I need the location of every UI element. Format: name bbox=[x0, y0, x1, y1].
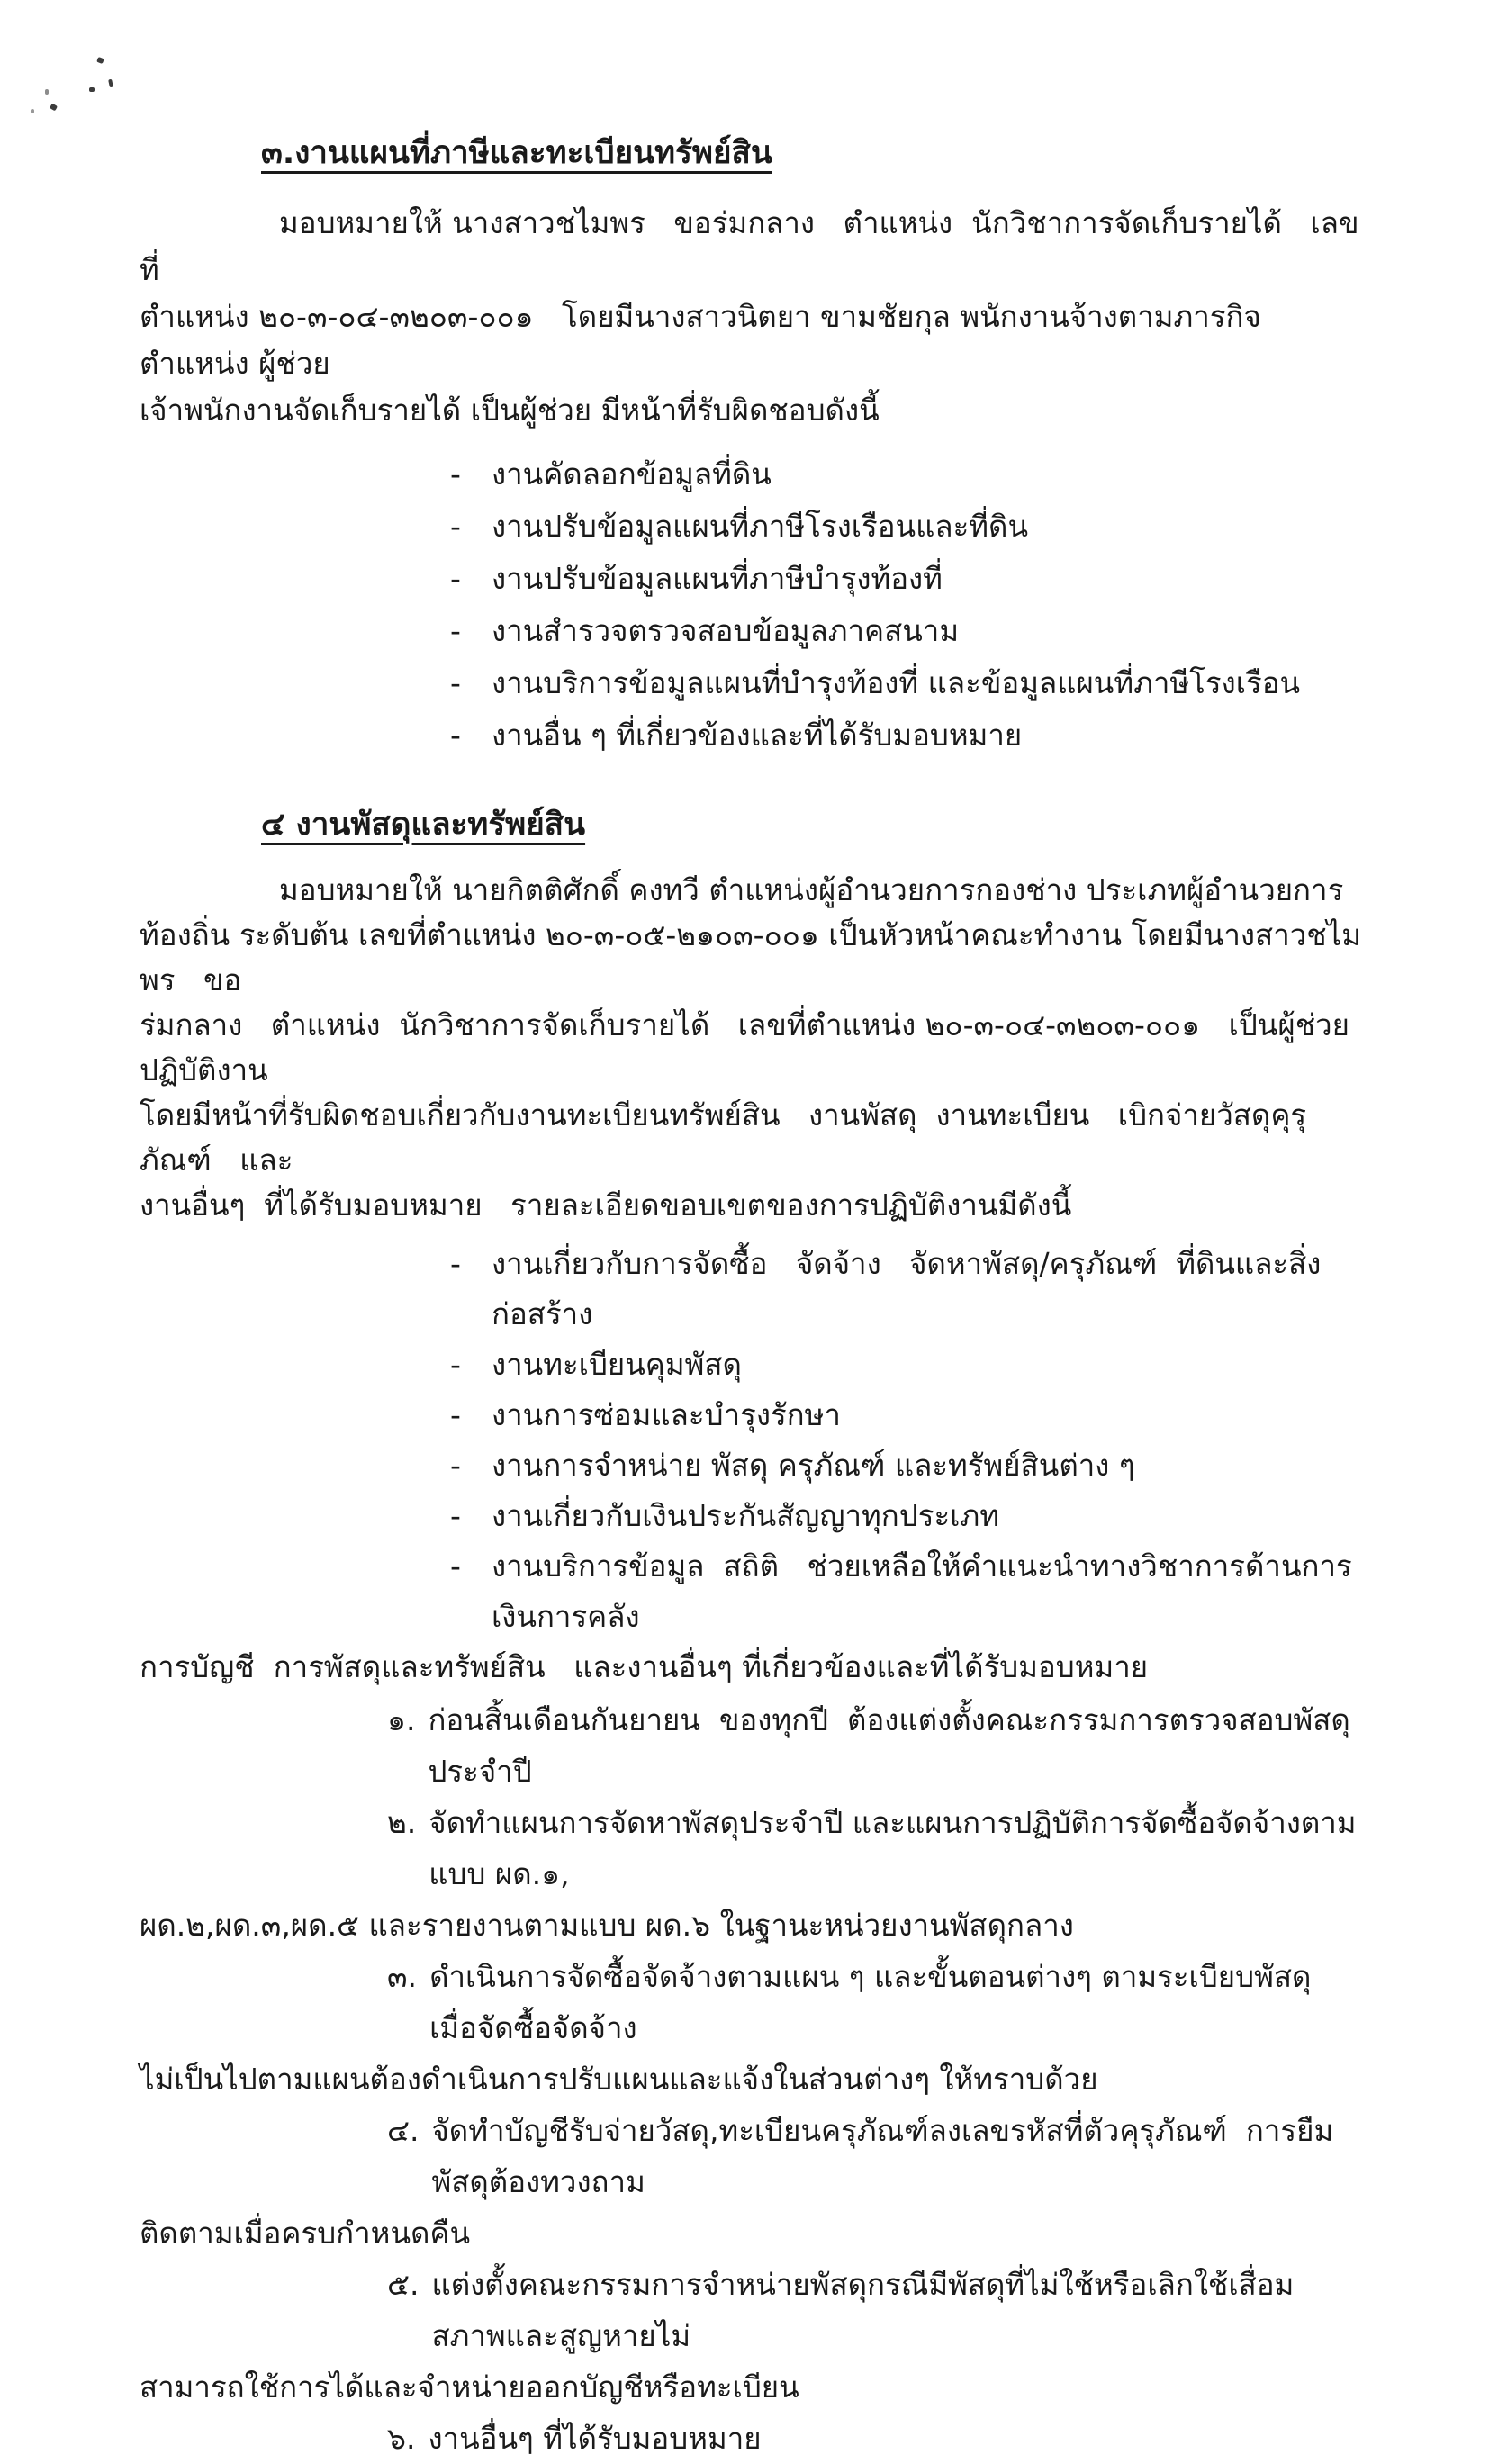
duty-text: งานอื่น ๆ ที่เกี่ยวข้องและที่ได้รับมอบหมาย bbox=[492, 718, 1023, 753]
numbered-line-text: ผด.๒,ผด.๓,ผด.๕ และรายงานตามแบบ ผด.๖ ในฐานะหน่วยงานพัสดุกลาง bbox=[140, 1908, 1074, 1943]
numbered-line bbox=[387, 2259, 1363, 2361]
dash-bullet: - bbox=[450, 1347, 461, 1382]
duty-text: งานปรับข้อมูลแผนที่ภาษีโรงเรือนและที่ดิน bbox=[492, 509, 1029, 544]
duty-text: งานปรับข้อมูลแผนที่ภาษีบำรุงท้องที่ bbox=[492, 561, 943, 596]
dash-bullet: - bbox=[450, 1246, 461, 1281]
duty-text: งานบริการข้อมูล สถิติ ช่วยเหลือให้คำแนะนำทางวิชาการด้านการเงินการคลัง bbox=[492, 1548, 1352, 1634]
thai-numeral-label: ๑. bbox=[387, 1702, 416, 1737]
thai-numeral-label: ๓. bbox=[387, 1959, 418, 1994]
paragraph-line: ร่มกลาง ตำแหน่ง นักวิชาการจัดเก็บรายได้ เลขที่ตำแหน่ง ๒๐-๓-๐๔-๓๒๐๓-๐๐๑ เป็นผู้ช่วยปฏิบัติงาน bbox=[140, 1007, 1349, 1088]
paragraph-line: งานอื่นๆ ที่ได้รับมอบหมาย รายละเอียดขอบเขตของการปฏิบัติงานมีดังนี้ bbox=[140, 1187, 1072, 1223]
paragraph-line: โดยมีหน้าที่รับผิดชอบเกี่ยวกับงานทะเบียนทรัพย์สิน งานพัสดุ งานทะเบียน เบิกจ่ายวัสดุคุรุภัณฑ์ และ bbox=[140, 1097, 1307, 1178]
numbered-line bbox=[140, 2361, 1363, 2413]
dash-bullet: - bbox=[450, 718, 461, 753]
duty-list-item bbox=[450, 709, 1363, 762]
numbered-line-text: ติดตามเมื่อครบกำหนดคืน bbox=[140, 2216, 471, 2251]
dash-bullet: - bbox=[450, 456, 461, 492]
duty-text: งานการจำหน่าย พัสดุ ครุภัณฑ์ และทรัพย์สินต่าง ๆ bbox=[492, 1448, 1135, 1483]
numbered-line bbox=[387, 1951, 1363, 2053]
section-3-duty-list bbox=[140, 448, 1363, 762]
numbered-line-text: จัดทำแผนการจัดหาพัสดุประจำปี และแผนการปฏิบัติการจัดซื้อจัดจ้างตามแบบ ผด.๑, bbox=[429, 1805, 1357, 1891]
duty-text: งานบริการข้อมูลแผนที่บำรุงท้องที่ และข้อมูลแผนที่ภาษีโรงเรือน bbox=[492, 665, 1301, 700]
numbered-line-text: แต่งตั้งคณะกรรมการจำหน่ายพัสดุกรณีมีพัสดุที่ไม่ใช้หรือเลิกใช้เสื่อมสภาพและสูญหายไม่ bbox=[431, 2267, 1295, 2353]
duty-list-item bbox=[450, 1390, 1363, 1440]
numbered-line bbox=[387, 1797, 1363, 1900]
duty-list-item bbox=[450, 1340, 1363, 1390]
section-4-heading-text: ๔ งานพัสดุและทรัพย์สิน bbox=[261, 807, 586, 843]
thai-numeral-label: ๔. bbox=[387, 2113, 420, 2148]
thai-numeral-label: ๕. bbox=[387, 2267, 420, 2302]
duty-text: งานทะเบียนคุมพัสดุ bbox=[492, 1347, 742, 1382]
dash-bullet: - bbox=[450, 561, 461, 596]
paragraph-line: มอบหมายให้ นางสาวชไมพร ขอร่มกลาง ตำแหน่ง นักวิชาการจัดเก็บรายได้ เลขที่ bbox=[140, 205, 1359, 287]
section-3-heading-text: ๓.งานแผนที่ภาษีและทะเบียนทรัพย์สิน bbox=[261, 135, 772, 171]
ink-speck bbox=[31, 109, 34, 113]
section-3-assignment-paragraph bbox=[140, 200, 1363, 434]
ink-speck bbox=[89, 87, 95, 92]
paragraph-line: เจ้าพนักงานจัดเก็บรายได้ เป็นผู้ช่วย มีหน้าที่รับผิดชอบดังนี้ bbox=[140, 393, 880, 428]
section-4-assignment-paragraph bbox=[140, 868, 1363, 1228]
duty-text: งานคัดลอกข้อมูลที่ดิน bbox=[492, 456, 772, 492]
dash-bullet: - bbox=[450, 665, 461, 700]
duty-text: งานการซ่อมและบำรุงรักษา bbox=[492, 1397, 841, 1432]
numbered-line-text: ก่อนสิ้นเดือนกันยายน ของทุกปี ต้องแต่งตั้งคณะกรรมการตรวจสอบพัสดุประจำปี bbox=[428, 1702, 1350, 1789]
duty-list-continuation-line: การบัญชี การพัสดุและทรัพย์สิน และงานอื่นๆ ที่เกี่ยวข้องและที่ได้รับมอบหมาย bbox=[140, 1649, 1149, 1684]
duty-list-item bbox=[450, 501, 1363, 553]
paragraph-line: ท้องถิ่น ระดับต้น เลขที่ตำแหน่ง ๒๐-๓-๐๕-๒๑๐๓-๐๐๑ เป็นหัวหน้าคณะทำงาน โดยมีนางสาวชไมพร ขอ bbox=[140, 917, 1361, 997]
numbered-line-text: ดำเนินการจัดซื้อจัดจ้างตามแผน ๆ และขั้นตอนต่างๆ ตามระเบียบพัสดุ เมื่อจัดซื้อจัดจ้าง bbox=[429, 1959, 1340, 2045]
paragraph-line: ตำแหน่ง ๒๐-๓-๐๔-๓๒๐๓-๐๐๑ โดยมีนางสาวนิตยา ขามชัยกุล พนักงานจ้างตามภารกิจ ตำแหน่ง ผู้ช่วย bbox=[140, 299, 1271, 381]
dash-bullet: - bbox=[450, 509, 461, 544]
paragraph-line: มอบหมายให้ นายกิตติศักดิ์ คงทวี ตำแหน่งผู้อำนวยการกองช่าง ประเภทผู้อำนวยการ bbox=[279, 872, 1344, 907]
dash-bullet: - bbox=[450, 1448, 461, 1483]
numbered-line bbox=[140, 2053, 1363, 2105]
thai-numeral-label: ๖. bbox=[387, 2421, 416, 2456]
section-3-heading bbox=[261, 133, 1363, 173]
section-4-duty-list bbox=[140, 1239, 1363, 1642]
section-4-heading bbox=[261, 805, 1363, 844]
numbered-line-text: งานอื่นๆ ที่ได้รับมอบหมาย bbox=[428, 2421, 762, 2456]
duty-list-item bbox=[450, 448, 1363, 501]
section-4-numbered-procedures bbox=[140, 1694, 1363, 2464]
numbered-line bbox=[387, 1694, 1363, 1797]
thai-numeral-label: ๒. bbox=[387, 1805, 417, 1840]
duty-list-item bbox=[450, 1541, 1363, 1642]
duty-text: งานเกี่ยวกับเงินประกันสัญญาทุกประเภท bbox=[492, 1498, 999, 1533]
numbered-line bbox=[140, 2207, 1363, 2259]
dash-bullet: - bbox=[450, 1498, 461, 1533]
duty-list-item bbox=[450, 1239, 1363, 1340]
duty-list-item bbox=[450, 1491, 1363, 1541]
numbered-line-text: จัดทำบัญชีรับจ่ายวัสดุ,ทะเบียนครุภัณฑ์ลงเลขรหัสที่ตัวคุรุภัณฑ์ การยืมพัสดุต้องทวงถาม bbox=[431, 2113, 1334, 2199]
ink-speck bbox=[45, 89, 49, 95]
numbered-line-text: ไม่เป็นไปตามแผนต้องดำเนินการปรับแผนและแจ้งในส่วนต่างๆ ให้ทราบด้วย bbox=[140, 2062, 1098, 2097]
duty-text: งานเกี่ยวกับการจัดซื้อ จัดจ้าง จัดหาพัสดุ/ครุภัณฑ์ ที่ดินและสิ่งก่อสร้าง bbox=[492, 1246, 1322, 1331]
section-tax-map-and-property-registry bbox=[140, 133, 1363, 762]
numbered-line-text: สามารถใช้การได้และจำหน่ายออกบัญชีหรือทะเบียน bbox=[140, 2369, 799, 2405]
dash-bullet: - bbox=[450, 613, 461, 648]
dash-bullet: - bbox=[450, 1397, 461, 1432]
duty-text: งานสำรวจตรวจสอบข้อมูลภาคสนาม bbox=[492, 613, 960, 648]
dash-bullet: - bbox=[450, 1548, 461, 1584]
duty-list-item bbox=[450, 605, 1363, 657]
numbered-line bbox=[387, 2413, 1363, 2464]
section-supplies-and-assets bbox=[140, 805, 1363, 2464]
numbered-line bbox=[140, 1900, 1363, 1951]
numbered-line bbox=[387, 2105, 1363, 2207]
duty-list-item bbox=[450, 1440, 1363, 1491]
duty-list-item bbox=[450, 657, 1363, 709]
duty-list-item bbox=[450, 553, 1363, 605]
